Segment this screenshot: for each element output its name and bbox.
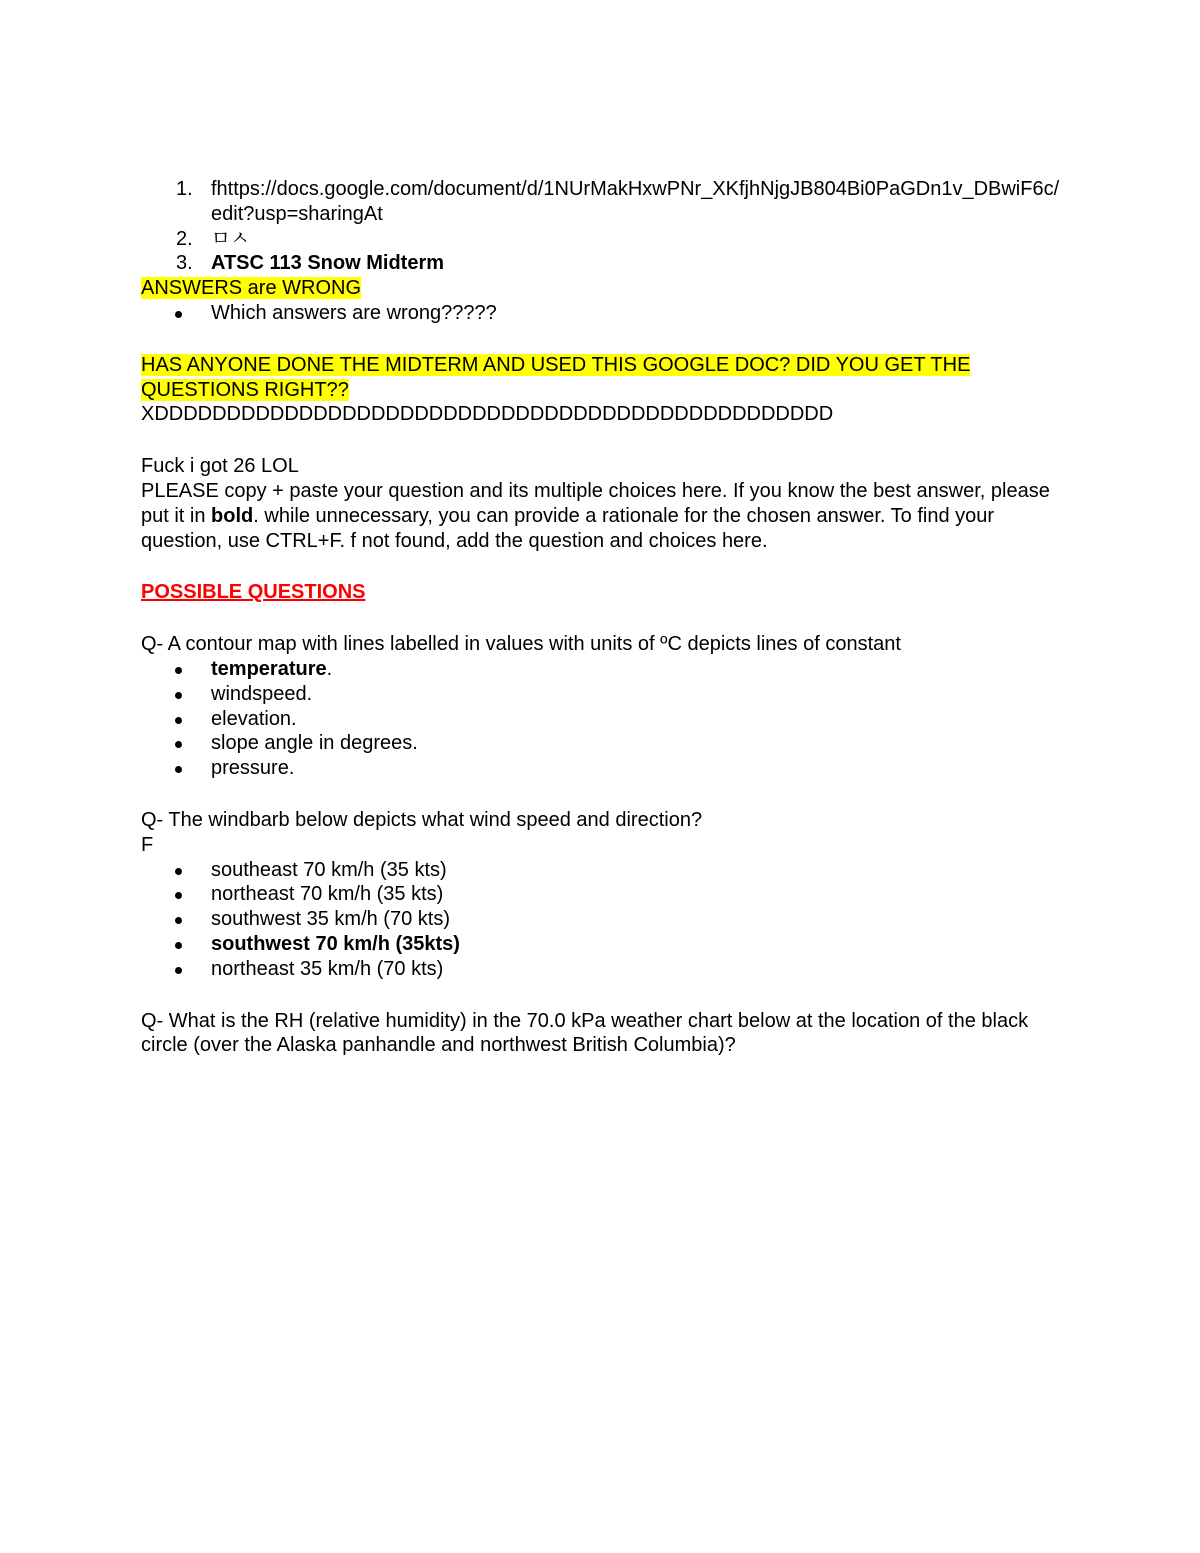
question-1-options — [141, 657, 1061, 781]
list-number: 2. — [176, 227, 193, 250]
option-text: elevation. — [211, 707, 297, 730]
bullet-icon — [175, 917, 182, 924]
option-item — [141, 932, 1061, 957]
has-anyone-line — [141, 353, 1061, 403]
bullet-icon — [175, 892, 182, 899]
instructions-text: PLEASE copy + paste your question and its multiple choices here. If you know the best answer, please put it in — [141, 479, 1050, 527]
option-item — [141, 707, 1061, 732]
option-bold: southwest 70 km/h (35kts) — [211, 932, 460, 955]
which-answers-text: Which answers are wrong????? — [211, 301, 497, 324]
list-number: 1. — [176, 178, 193, 200]
midterm-title: ATSC 113 Snow Midterm — [211, 252, 445, 275]
option-text: pressure. — [211, 757, 295, 780]
korean-text: ㅁㅅ — [211, 227, 250, 250]
answers-wrong-line — [141, 276, 1061, 301]
possible-questions-title: POSSIBLE QUESTIONS — [141, 581, 366, 604]
bullet-icon — [175, 766, 182, 773]
option-item — [141, 682, 1061, 707]
list-number: 3. — [176, 252, 193, 275]
option-item — [141, 907, 1061, 932]
option-text: slope angle in degrees. — [211, 732, 418, 755]
bullet-icon — [175, 717, 182, 724]
option-text: . — [326, 657, 333, 680]
list-item — [141, 301, 1061, 326]
option-text: southwest 35 km/h (70 kts) — [211, 908, 450, 931]
has-anyone-highlight: HAS ANYONE DONE THE MIDTERM AND USED THIS GOOGLE DOC? DID YOU GET THE QUESTIONS RIGHT?? — [141, 353, 971, 401]
bullet-icon — [175, 311, 182, 318]
doc-url-text: fhttps://docs.google.com/document/d/1NUrMakHxwPNr_XKfjhNjgJB804Bi0PaGDn1v_DBwiF6c/edit?usp=sharingAt — [211, 178, 1060, 225]
instructions-text: . while unnecessary, you can provide a rationale for the chosen answer. To find your question, use CTRL+F. f not found, add the question and choices here. — [141, 504, 995, 552]
answers-wrong-highlight: ANSWERS are WRONG — [141, 277, 362, 300]
possible-questions-heading — [141, 580, 1061, 605]
bullet-icon — [175, 868, 182, 875]
option-item — [141, 858, 1061, 883]
score-line: Fuck i got 26 LOL — [141, 455, 299, 478]
option-item — [141, 731, 1061, 756]
option-text: northeast 35 km/h (70 kts) — [211, 957, 444, 980]
bullet-icon — [175, 942, 182, 949]
instructions-bold-word: bold — [211, 504, 254, 527]
xd-line: XDDDDDDDDDDDDDDDDDDDDDDDDDDDDDDDDDDDDDDDDDDDDDDD — [141, 403, 834, 426]
document-page — [141, 177, 1061, 1058]
list-item — [141, 251, 1061, 276]
list-item — [141, 227, 1061, 252]
bullet-icon — [175, 741, 182, 748]
question-3: Q- What is the RH (relative humidity) in the 70.0 kPa weather chart below at the location of the black circle (over the Alaska panhandle and northwest British Columbia)? — [141, 1009, 1029, 1057]
instructions-paragraph — [141, 479, 1061, 553]
option-text: northeast 70 km/h (35 kts) — [211, 883, 444, 906]
which-answers-list — [141, 301, 1061, 326]
bullet-icon — [175, 667, 182, 674]
question-2-extra: F — [141, 833, 154, 856]
option-text: southeast 70 km/h (35 kts) — [211, 858, 447, 881]
bullet-icon — [175, 692, 182, 699]
option-item — [141, 756, 1061, 781]
option-item — [141, 657, 1061, 682]
numbered-list — [141, 177, 1061, 276]
option-item — [141, 882, 1061, 907]
option-bold: temperature — [211, 657, 327, 680]
question-2-options — [141, 858, 1061, 982]
question-1: Q- A contour map with lines labelled in values with units of ºC depicts lines of constant — [141, 633, 901, 656]
option-text: windspeed. — [211, 682, 313, 705]
list-item — [141, 177, 1061, 227]
question-2: Q- The windbarb below depicts what wind speed and direction? — [141, 808, 703, 831]
option-item — [141, 957, 1061, 982]
bullet-icon — [175, 967, 182, 974]
